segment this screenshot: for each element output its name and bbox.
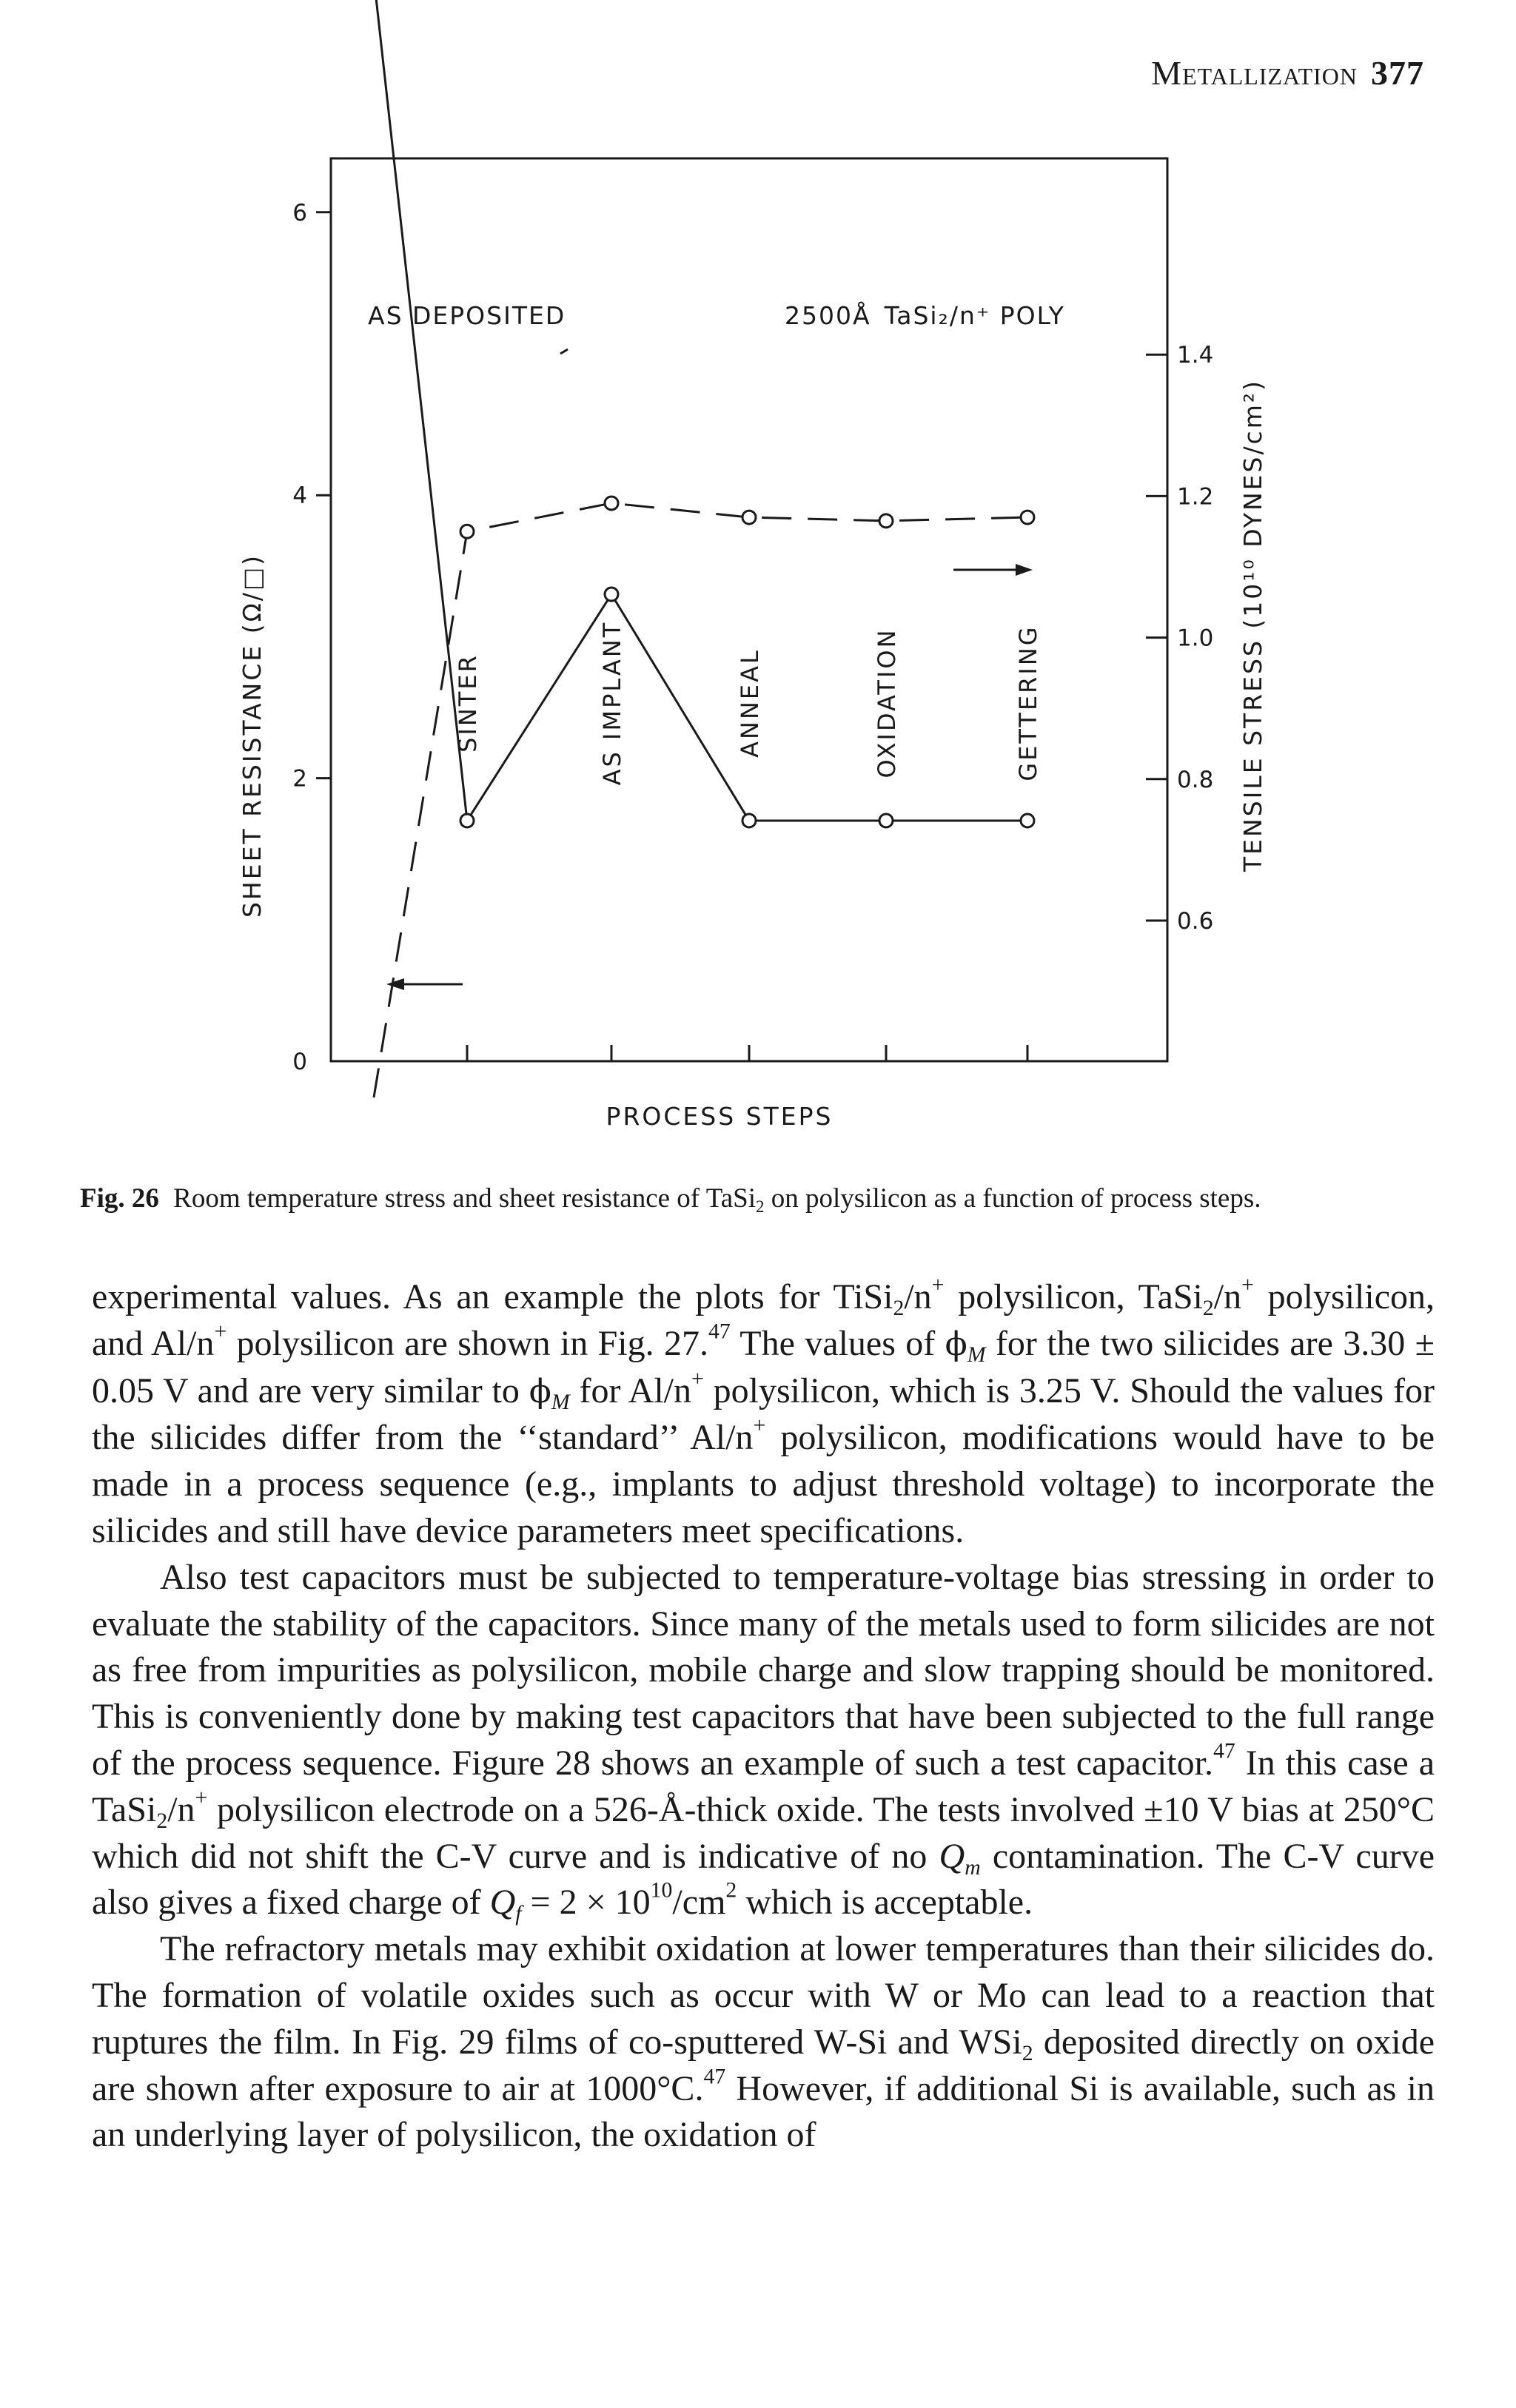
data-point	[1021, 814, 1034, 827]
step-label: OXIDATION	[873, 628, 901, 778]
data-point	[460, 525, 474, 538]
step-label: SINTER	[454, 653, 482, 753]
chart-title: 2500Å TaSi₂/n⁺ POLY	[785, 301, 1065, 330]
step-label: AS IMPLANT	[598, 620, 626, 786]
data-point	[742, 511, 756, 524]
plot-frame	[331, 158, 1167, 1061]
x-axis-title: PROCESS STEPS	[606, 1102, 834, 1131]
left-axis-title: SHEET RESISTANCE (Ω/□)	[238, 553, 266, 918]
paragraph-1: experimental values. As an example the plots for TiSi$_2$/n+ polysilicon, TaSi$_2$/n+ polysilicon, and Al/n+ polysilicon are shown in Fig. 27.47 The values of $\phi_M$ for the two silicides are 3.30 ± 0.05 V and are very similar to $\phi_M$ for Al/n+ polysilicon, which is 3.25 V. Should the values for the silicides differ from the ‘‘standard’’ Al/n+ polysilicon, modifications would have to be made in a process sequence (e.g., implants to adjust threshold voltage) to incorporate the silicides and still have device parameters meet specifications.	[92, 1272, 1435, 1550]
series-line-1	[331, 0, 1027, 821]
data-point	[460, 814, 474, 827]
right-tick-label: 1.4	[1177, 342, 1214, 369]
left-tick-label: 2	[292, 765, 307, 793]
right-tick-label: 1.2	[1177, 483, 1214, 511]
step-label: ANNEAL	[736, 648, 764, 758]
paragraph-2: Also test capacitors must be subjected to temperature-voltage bias stressing in order to evaluate the stability of the capacitors. Since many of the metals used to form silicides are not as free from impurities as polysilicon, mobile charge and slow trapping should be monitored. This is conveniently done by making test capacitors that have been subjected to the full range of the process sequence. Figure 28 shows an example of such a test capacitor.$^{47}$ In this case a TaSi$_2$/n+ polysilicon electrode on a 526-Å-thick oxide. The tests involved ±10 V bias at 250°C which did not shift the C-V curve and is indicative of no $Q_m$ contamination. The C-V curve also gives a fixed charge of $Q_f = 2 \times 10^{10}/cm^2$ which is acceptable.	[92, 1557, 1435, 1926]
series-line-2	[374, 503, 1027, 1097]
axes-layer	[316, 0, 1167, 1061]
right-tick-label: 0.6	[1177, 908, 1214, 935]
caption-label: Fig. 26	[80, 1183, 159, 1214]
left-tick-label: 6	[292, 199, 307, 226]
right-axis-title: TENSILE STRESS (10¹⁰ DYNES/cm²)	[1238, 379, 1267, 872]
figure-caption	[80, 1183, 1435, 1215]
caption-text: Room temperature stress and sheet resistance of TaSi$_2$ on polysilicon as a function of process steps.	[173, 1183, 1261, 1216]
left-tick-label: 4	[292, 482, 307, 510]
data-point	[605, 497, 618, 510]
left-tick-label: 0	[292, 1049, 307, 1075]
running-head-section: Metallization	[1151, 54, 1358, 92]
right-tick-label: 0.8	[1177, 766, 1214, 793]
data-point	[879, 514, 893, 528]
page-number: 377	[1371, 54, 1424, 92]
data-point	[879, 814, 893, 827]
right-axis-arrowhead	[1016, 564, 1033, 576]
figure-26-chart	[0, 0, 1516, 1154]
label-layer	[238, 0, 1267, 1131]
stray-mark	[560, 349, 568, 354]
paragraph-3: The refractory metals may exhibit oxidation at lower temperatures than their silicides do. The formation of volatile oxides such as occur with W or Mo can lead to a reaction that ruptures the film. In Fig. 29 films of co-sputtered W-Si and WSi$_2$ deposited directly on oxide are shown after exposure to air at 1000°C.$^{47}$ However, if additional Si is available, such as in an underlying layer of polysilicon, the oxidation of	[92, 1929, 1435, 2155]
series-layer	[324, 0, 1034, 1097]
data-point	[1021, 511, 1034, 524]
left-axis-arrowhead	[386, 978, 404, 990]
annotation-label: AS DEPOSITED	[368, 301, 566, 330]
data-point	[605, 588, 618, 601]
data-point	[742, 814, 756, 827]
body-text	[92, 1274, 1435, 2159]
step-label: GETTERING	[1014, 625, 1042, 781]
right-tick-label: 1.0	[1177, 625, 1214, 652]
